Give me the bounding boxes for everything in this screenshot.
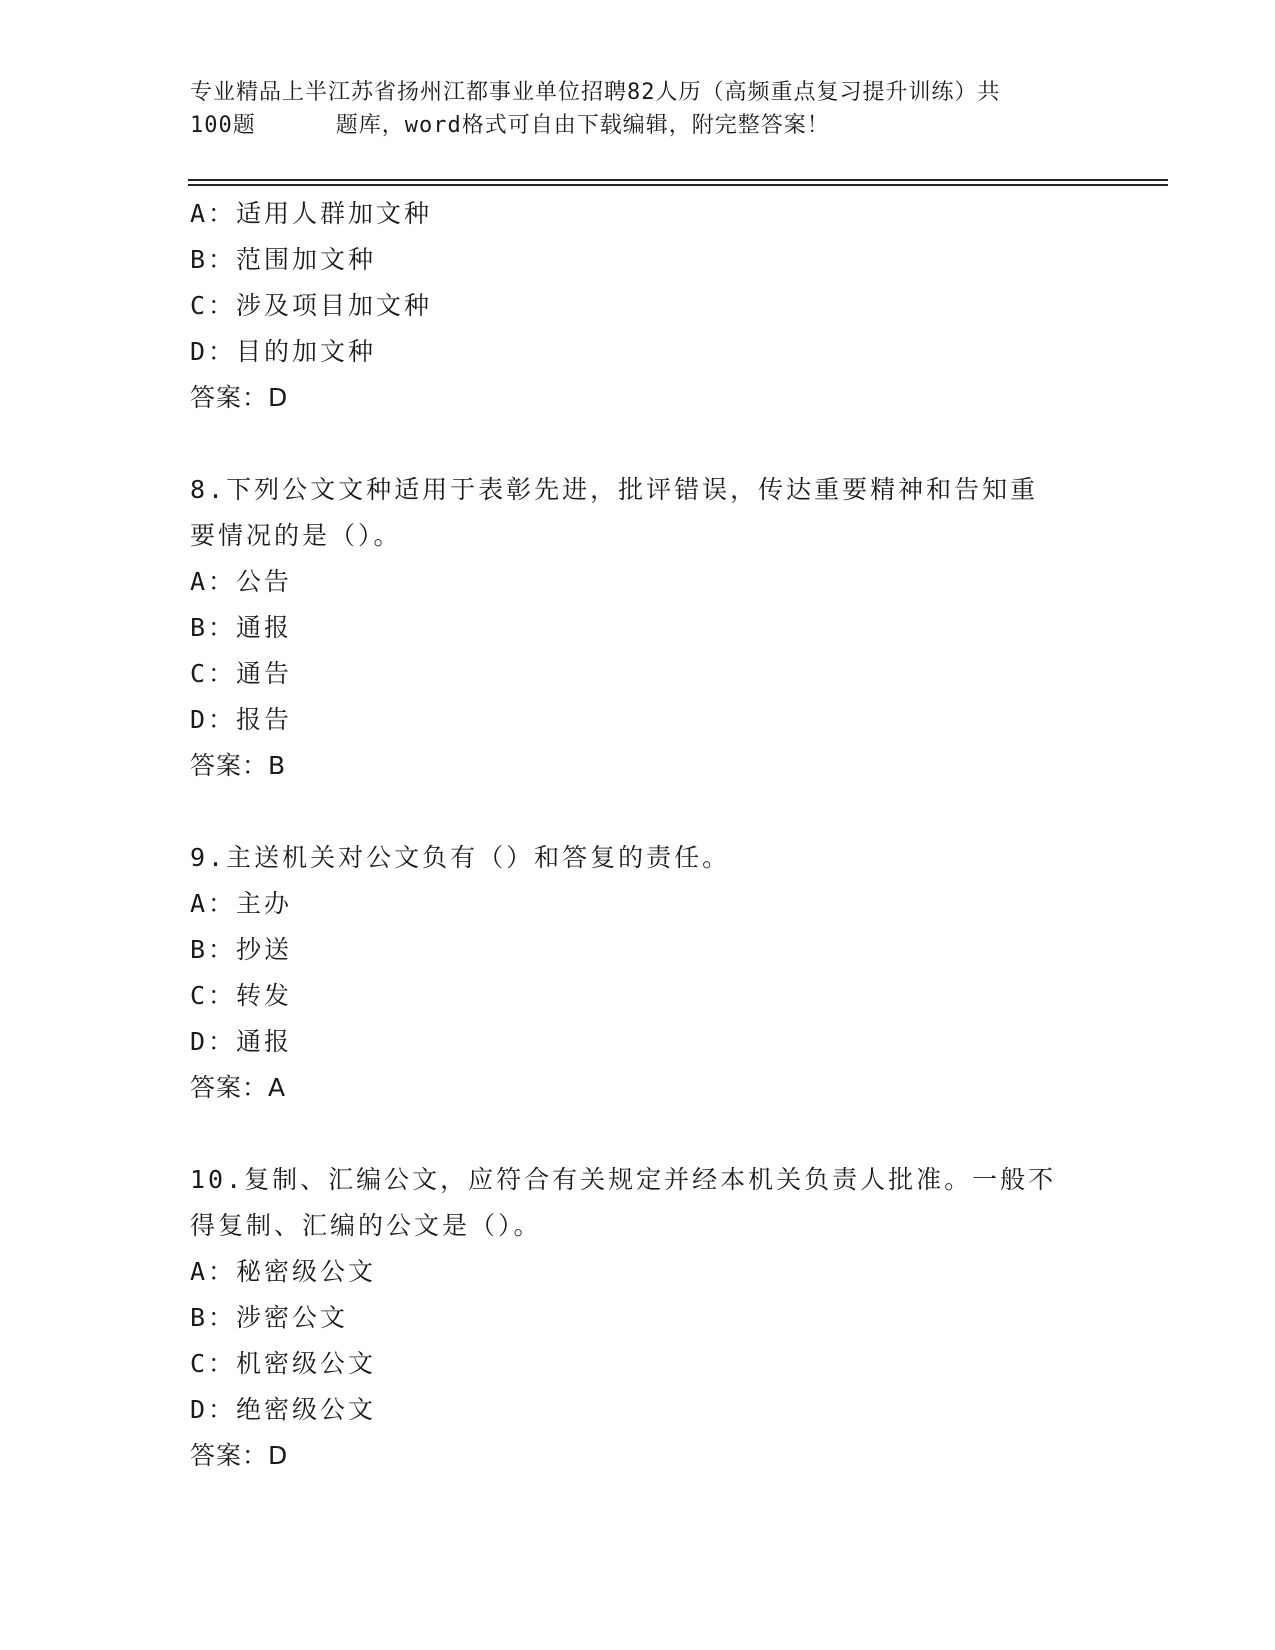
option-d: D：目的加文种 bbox=[190, 337, 377, 366]
question-stem: 10.复制、汇编公文，应符合有关规定并经本机关负责人批准。一般不 bbox=[190, 1165, 1057, 1194]
page-header bbox=[190, 76, 1090, 142]
option-b: B：抄送 bbox=[190, 935, 293, 964]
option-c: C：机密级公文 bbox=[190, 1349, 377, 1378]
question-stem: 要情况的是（）。 bbox=[190, 521, 402, 550]
option-b: B：范围加文种 bbox=[190, 245, 377, 274]
question-10 bbox=[190, 1157, 1090, 1479]
option-c: C：通告 bbox=[190, 659, 293, 688]
question-stem: 得复制、汇编的公文是（）。 bbox=[190, 1211, 542, 1240]
question-stem: 9.主送机关对公文负有（）和答复的责任。 bbox=[190, 843, 731, 872]
option-d: D：通报 bbox=[190, 1027, 293, 1056]
option-a: A：主办 bbox=[190, 889, 293, 918]
header-title-line-1: 专业精品上半江苏省扬州江都事业单位招聘82人历（高频重点复习提升训练）共 bbox=[190, 80, 1001, 105]
option-d: D：报告 bbox=[190, 705, 293, 734]
option-a: A：适用人群加文种 bbox=[190, 199, 433, 228]
question-7-continuation bbox=[190, 191, 1090, 421]
option-c: C：涉及项目加文种 bbox=[190, 291, 433, 320]
option-b: B：通报 bbox=[190, 613, 293, 642]
question-list bbox=[190, 191, 1090, 1479]
question-stem: 8.下列公文文种适用于表彰先进，批评错误，传达重要精神和告知重 bbox=[190, 475, 1039, 504]
option-a: A：秘密级公文 bbox=[190, 1257, 377, 1286]
answer-line: 答案：D bbox=[190, 383, 289, 412]
answer-line: 答案：D bbox=[190, 1441, 289, 1470]
header-title-count: 100题 bbox=[190, 113, 256, 138]
header-title-suffix: 题库，word格式可自由下载编辑，附完整答案！ bbox=[335, 113, 830, 138]
option-c: C：转发 bbox=[190, 981, 293, 1010]
answer-line: 答案：A bbox=[190, 1073, 287, 1102]
option-b: B：涉密公文 bbox=[190, 1303, 349, 1332]
answer-line: 答案：B bbox=[190, 751, 287, 780]
option-a: A：公告 bbox=[190, 567, 293, 596]
question-9 bbox=[190, 835, 1090, 1111]
header-divider-bottom bbox=[188, 184, 1168, 186]
header-divider-top bbox=[188, 179, 1168, 181]
option-d: D：绝密级公文 bbox=[190, 1395, 377, 1424]
header-title-line-2 bbox=[190, 109, 1090, 142]
question-8 bbox=[190, 467, 1090, 789]
